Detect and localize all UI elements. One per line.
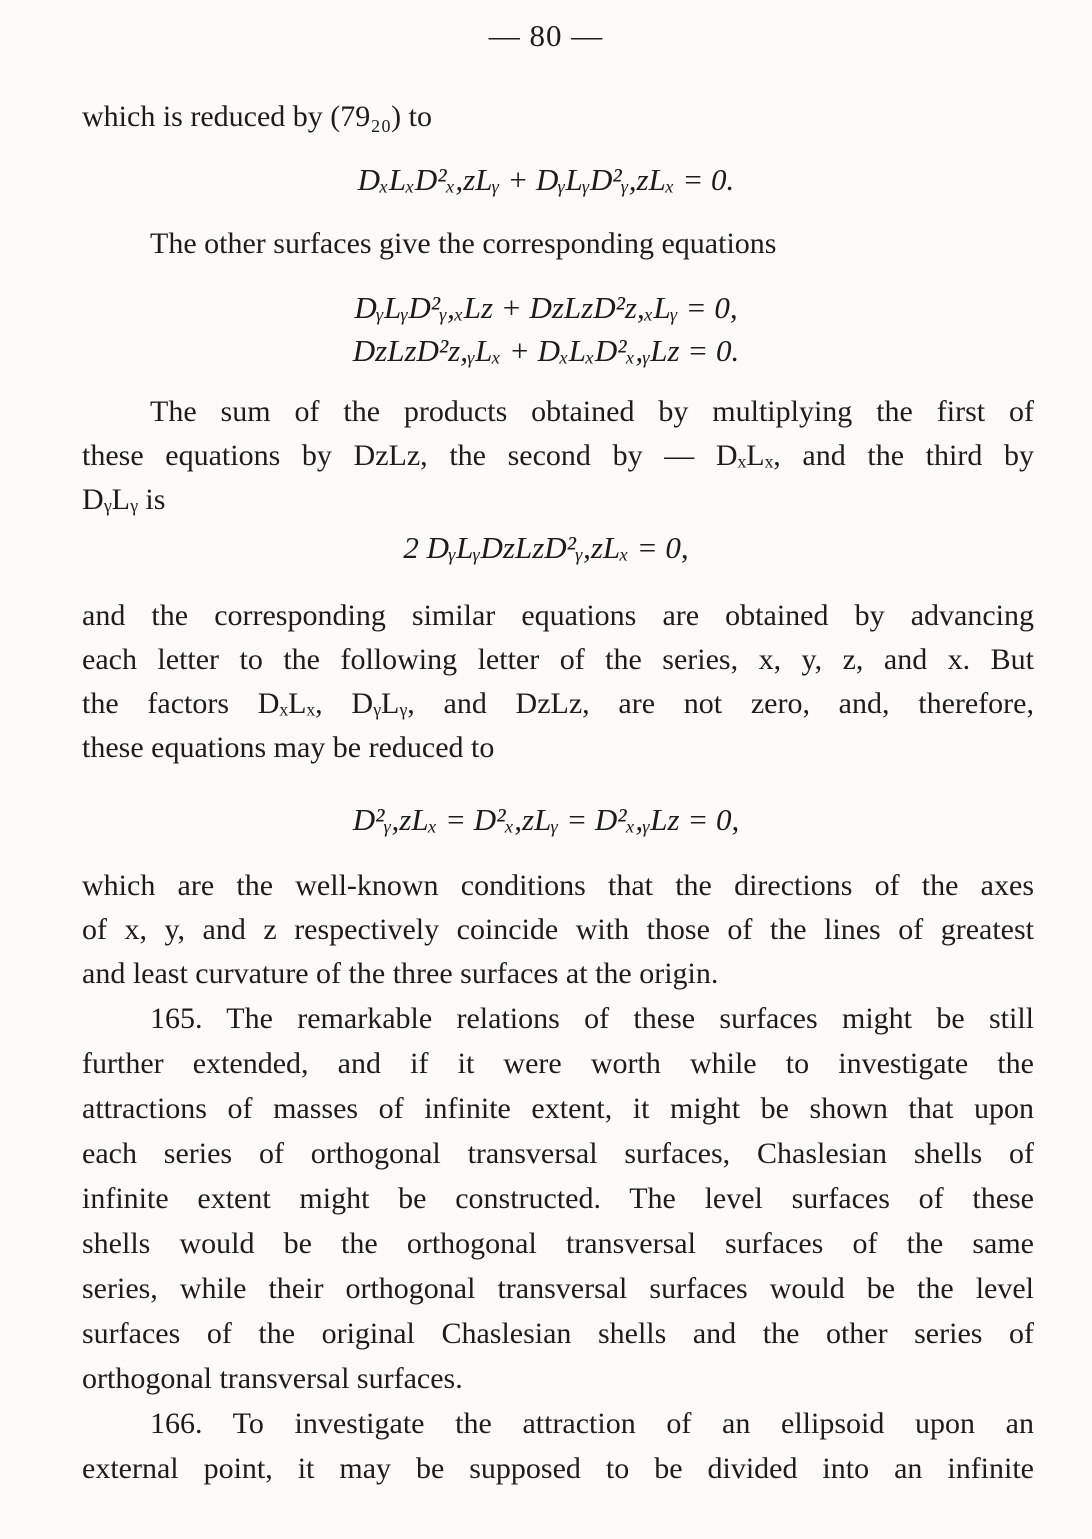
paragraph-5-line: 165. The remarkable relations of these surfaces might be still — [150, 1002, 1034, 1035]
paragraph-5-line: further extended, and if it were worth while to investigate the — [82, 1047, 1034, 1080]
paragraph-5-line: orthogonal transversal surfaces. — [82, 1362, 463, 1395]
equation-2: DᵧLᵧD²ᵧ,ₓLz + DzLzD²z,ₓLᵧ = 0, — [354, 290, 738, 325]
paragraph-4-line: and least curvature of the three surfaces at the origin. — [82, 957, 719, 990]
paragraph-2-line: DᵧLᵧ is — [82, 483, 166, 516]
equation-1: DₓLₓD²ₓ,zLᵧ + DᵧLᵧD²ᵧ,zLₓ = 0. — [357, 162, 735, 197]
paragraph-5-line: shells would be the orthogonal transversal surfaces of the same — [82, 1227, 1034, 1260]
paragraph-6-line: 166. To investigate the attraction of an ellipsoid upon an — [150, 1407, 1034, 1440]
page-number: — 80 — — [488, 18, 604, 53]
equation-5: D²ᵧ,zLₓ = D²ₓ,zLᵧ = D²ₓ,ᵧLz = 0, — [352, 802, 740, 837]
paragraph-5-line: each series of orthogonal transversal surfaces, Chaslesian shells of — [82, 1137, 1034, 1170]
equation-3: DzLzD²z,ᵧLₓ + DₓLₓD²ₓ,ᵧLz = 0. — [352, 333, 740, 368]
equation-4: 2 DᵧLᵧDzLzD²ᵧ,zLₓ = 0, — [403, 530, 689, 565]
paragraph-6-line: external point, it may be supposed to be divided into an infinite — [82, 1452, 1034, 1485]
paragraph-2-line: these equations by DzLz, the second by — DₓLₓ, and the third by — [82, 439, 1034, 472]
paragraph-3-line: the factors DₓLₓ, DᵧLᵧ, and DzLz, are not zero, and, therefore, — [82, 687, 1034, 720]
intro-line: which is reduced by (79₂₀) to — [82, 100, 432, 133]
paragraph-3-line: each letter to the following letter of the series, x, y, z, and x. But — [82, 643, 1034, 676]
paragraph-5-line: surfaces of the original Chaslesian shells and the other series of — [82, 1317, 1034, 1350]
paragraph-5-line: attractions of masses of infinite extent, it might be shown that upon — [82, 1092, 1034, 1125]
paragraph-3-line: these equations may be reduced to — [82, 731, 495, 764]
paragraph-5-line: series, while their orthogonal transversal surfaces would be the level — [82, 1272, 1034, 1305]
paragraph-2-line: The sum of the products obtained by multiplying the first of — [150, 395, 1034, 428]
paragraph-3-line: and the corresponding similar equations are obtained by advancing — [82, 599, 1034, 632]
paragraph-4-line: which are the well-known conditions that the directions of the axes — [82, 869, 1034, 902]
paragraph-1-line: The other surfaces give the corresponding equations — [150, 227, 777, 260]
paragraph-4-line: of x, y, and z respectively coincide with those of the lines of greatest — [82, 913, 1034, 946]
paragraph-5-line: infinite extent might be constructed. The level surfaces of these — [82, 1182, 1034, 1215]
